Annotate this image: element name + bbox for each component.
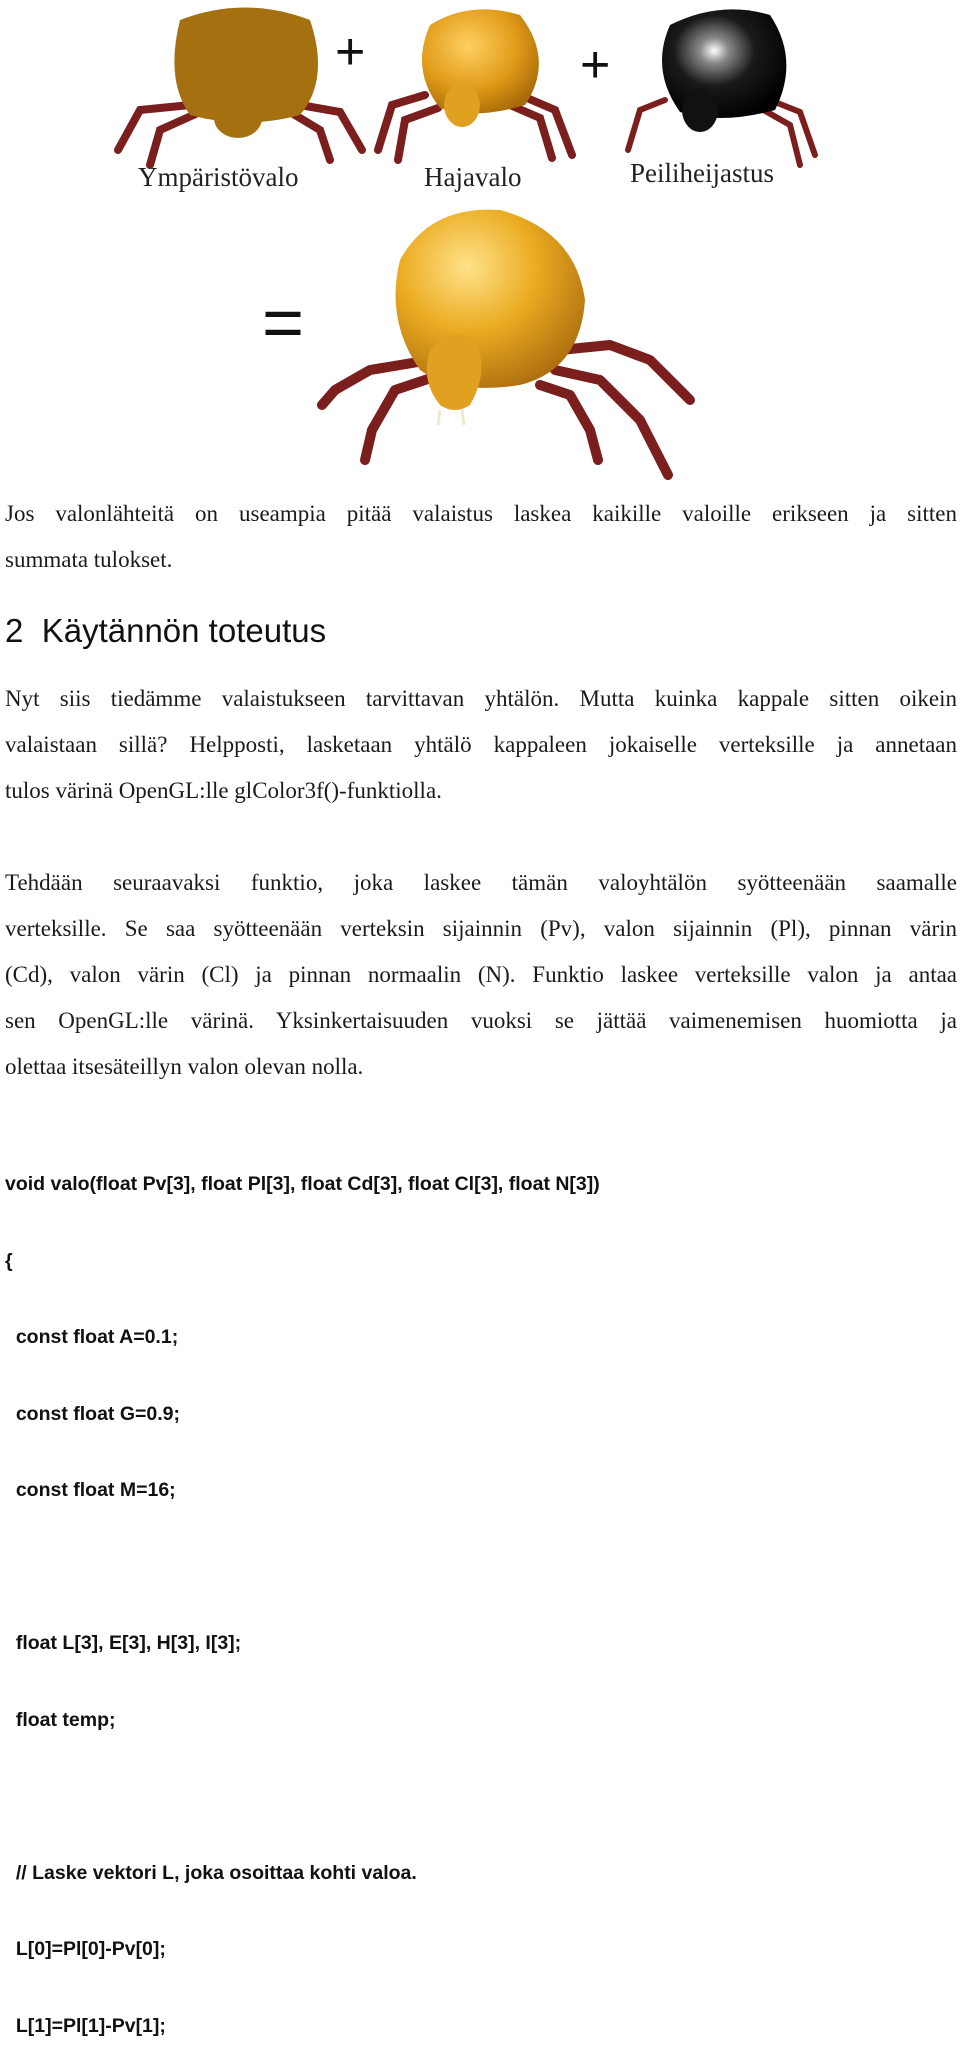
- text-line: valaistaan sillä? Helpposti, lasketaan yhtälö kappaleen jokaiselle verteksille ja annetaan: [5, 732, 957, 757]
- combined-creature: [322, 210, 690, 475]
- paragraph-2: [5, 676, 957, 814]
- text-line: (Cd), valon värin (Cl) ja pinnan normaalin (N). Funktio laskee verteksille valon ja antaa: [5, 962, 957, 987]
- text-line: Jos valonlähteitä on useampia pitää valaistus laskea kaikille valoille erikseen ja sitten: [5, 501, 957, 526]
- code-line: {: [5, 1249, 13, 1272]
- code-line: float temp;: [5, 1708, 116, 1731]
- equals-sign: =: [262, 283, 305, 363]
- text-line: summata tulokset.: [5, 547, 173, 572]
- lighting-figure: [0, 0, 960, 490]
- code-line: L[0]=Pl[0]-Pv[0];: [5, 1938, 166, 1960]
- code-line: const float G=0.9;: [5, 1402, 180, 1425]
- code-line: [5, 1784, 600, 1810]
- section-number: 2: [5, 612, 24, 649]
- ambient-label: Ympäristövalo: [138, 162, 299, 192]
- code-line: [5, 1555, 600, 1581]
- text-line: olettaa itsesäteillyn valon olevan nolla.: [5, 1054, 364, 1079]
- section-heading: [5, 612, 326, 650]
- lighting-illustration: [0, 0, 960, 490]
- paragraph-1: [5, 491, 957, 583]
- specular-creature: [628, 9, 815, 165]
- text-line: tulos värinä OpenGL:lle glColor3f()-funktiolla.: [5, 778, 442, 803]
- code-line: // Laske vektori L, joka osoittaa kohti valoa.: [5, 1861, 417, 1884]
- specular-label: Peiliheijastus: [630, 158, 774, 188]
- paragraph-3: [5, 860, 957, 1090]
- text-line: verteksille. Se saa syötteenään verteksin sijainnin (Pv), valon sijainnin (Pl), pinnan värin: [5, 916, 957, 941]
- code-line: const float M=16;: [5, 1479, 176, 1501]
- code-line: L[1]=Pl[1]-Pv[1];: [5, 2014, 166, 2037]
- text-line: Tehdään seuraavaksi funktio, joka laskee tämän valoyhtälön syötteenään saamalle: [5, 870, 957, 895]
- text-line: sen OpenGL:lle värinä. Yksinkertaisuuden vuoksi se jättää vaimenemisen huomiotta ja: [5, 1008, 957, 1033]
- diffuse-label: Hajavalo: [424, 162, 522, 192]
- code-line: const float A=0.1;: [5, 1326, 179, 1348]
- code-listing: [5, 1121, 600, 2065]
- plus-sign-1: +: [335, 23, 366, 81]
- plus-sign-2: +: [580, 36, 611, 94]
- code-line: float L[3], E[3], H[3], I[3];: [5, 1632, 242, 1654]
- ambient-creature: [118, 8, 362, 166]
- diffuse-creature: [378, 9, 572, 160]
- code-line: void valo(float Pv[3], float Pl[3], float Cd[3], float Cl[3], float N[3]): [5, 1173, 600, 1195]
- text-line: Nyt siis tiedämme valaistukseen tarvittavan yhtälön. Mutta kuinka kappale sitten oikein: [5, 686, 957, 711]
- section-title: Käytännön toteutus: [41, 612, 327, 649]
